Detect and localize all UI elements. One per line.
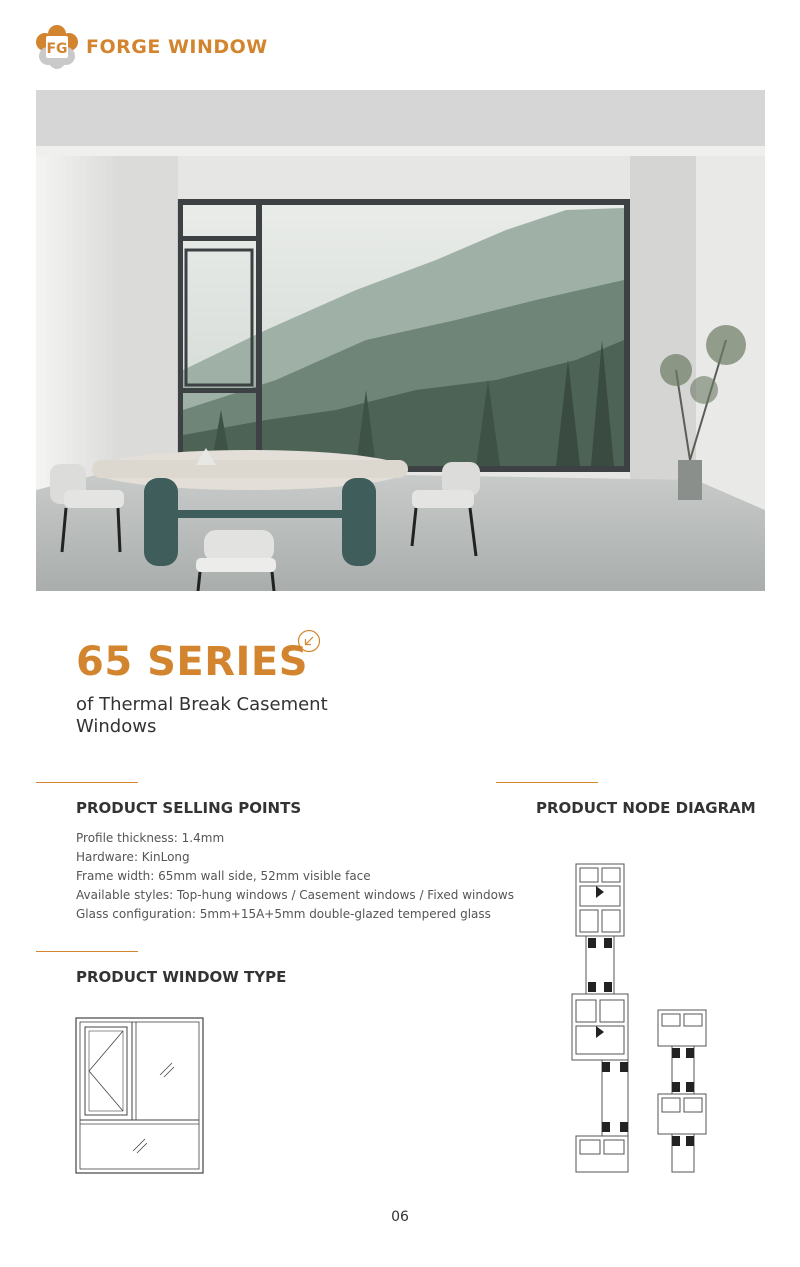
divider-node-diagram xyxy=(496,782,598,783)
series-subtitle: of Thermal Break Casement Windows xyxy=(76,694,328,737)
list-item: Profile thickness: 1.4mm xyxy=(76,831,225,845)
arrow-down-left-circle-icon xyxy=(297,629,321,653)
brand-name: FORGE WINDOW xyxy=(86,36,268,58)
divider-selling-points xyxy=(36,782,138,783)
list-item: Glass configuration: 5mm+15A+5mm double-glazed tempered glass xyxy=(76,907,491,921)
selling-points-list xyxy=(76,829,514,924)
flower-badge-icon xyxy=(34,24,80,70)
node-diagram-drawing xyxy=(566,860,716,1174)
node-diagram-heading: PRODUCT NODE DIAGRAM xyxy=(536,799,756,817)
brand-logo xyxy=(34,22,268,72)
list-item: Hardware: KinLong xyxy=(76,850,190,864)
window-type-drawing xyxy=(75,1017,205,1175)
divider-window-type xyxy=(36,951,138,952)
svg-text:FG: FG xyxy=(46,41,68,57)
selling-points-heading: PRODUCT SELLING POINTS xyxy=(76,799,302,817)
list-item: Available styles: Top-hung windows / Casement windows / Fixed windows xyxy=(76,888,514,902)
series-title: 65 SERIES xyxy=(76,639,309,685)
page-number: 06 xyxy=(391,1209,409,1225)
window-type-heading: PRODUCT WINDOW TYPE xyxy=(76,968,287,986)
hero-photo xyxy=(36,90,765,591)
list-item: Frame width: 65mm wall side, 52mm visible face xyxy=(76,869,371,883)
